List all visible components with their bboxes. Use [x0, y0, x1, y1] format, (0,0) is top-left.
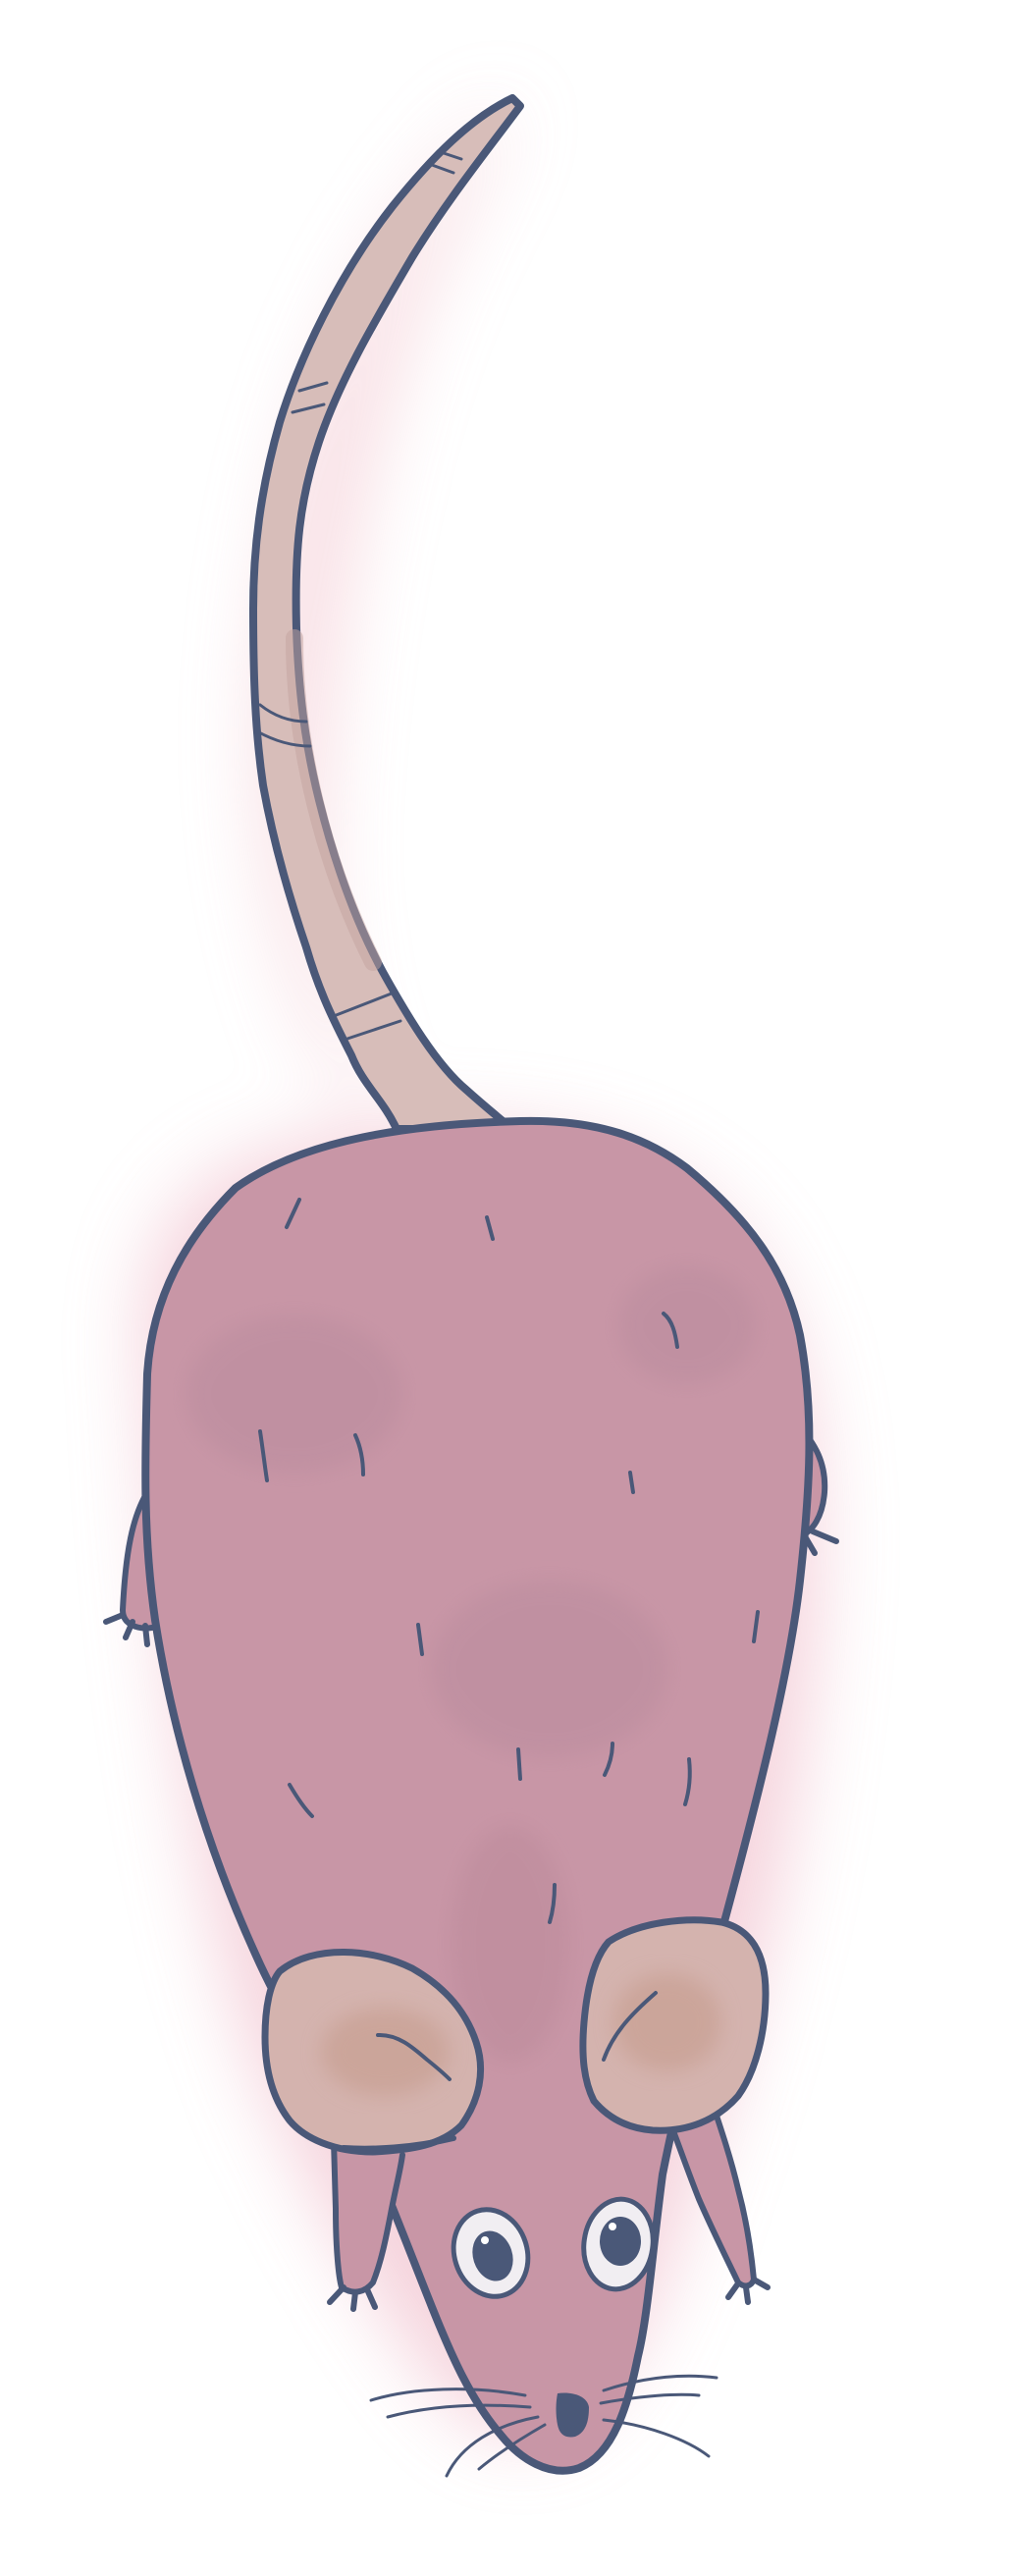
eye-highlight: [481, 2236, 489, 2244]
right-ear-icon: [583, 1920, 766, 2130]
shade-patch: [618, 1266, 756, 1384]
eye-highlight: [609, 2223, 616, 2230]
fur-mark: [518, 1749, 520, 1779]
shade-patch: [186, 1315, 402, 1473]
ear-inner: [613, 1973, 721, 2071]
shade-patch: [432, 1581, 667, 1757]
eye-pupil: [600, 2217, 641, 2266]
ear-inner: [321, 2008, 449, 2096]
